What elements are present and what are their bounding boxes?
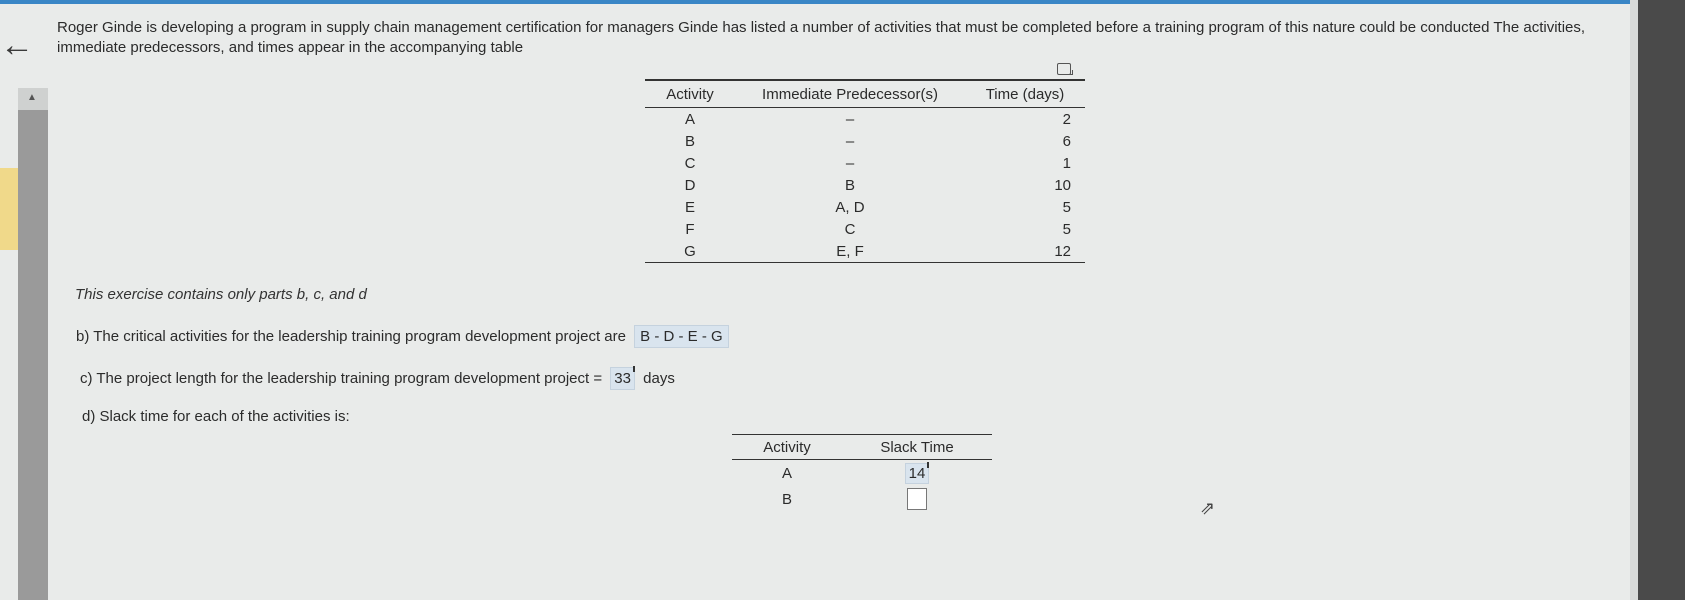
cell-pred: – [845,154,855,172]
cell-pred: B [844,176,855,194]
cell-time: 5 [1062,220,1071,238]
table-row [645,174,1085,196]
question-c-text: c) The project length for the leadership training program development project = [80,370,603,387]
col-header-slack: Slack Time [842,435,992,460]
cell-slack [842,460,992,487]
top-accent-bar [0,0,1685,4]
table-row [645,196,1085,218]
cell-activity: E [684,198,695,216]
cell-activity: G [645,240,735,263]
question-c [80,367,675,390]
exercise-note: This exercise contains only parts b, c, and d [75,286,367,303]
cell-pred: C [844,220,856,238]
activity-table [645,79,1085,263]
col-header-time: Time (days) [965,80,1085,108]
table-row [645,130,1085,152]
cell-activity: A [684,110,695,128]
slack-input-a[interactable]: 14 [905,463,930,484]
col-header-activity: Activity [732,435,842,460]
cell-time: 12 [965,240,1085,263]
right-panel [1638,0,1685,600]
cell-time: 1 [1062,154,1071,172]
left-scrollbar[interactable] [18,92,48,600]
table-row [732,486,992,512]
slack-table [732,434,992,512]
back-arrow-icon[interactable]: ← [0,26,34,64]
question-b-text: b) The critical activities for the leadership training program development project are [76,328,626,345]
question-b [76,325,729,348]
cell-pred: E, F [735,240,965,263]
cell-time: 2 [1062,110,1071,128]
scroll-up-arrow-icon: ▲ [27,92,37,103]
table-row [645,218,1085,240]
cell-activity: D [684,176,696,194]
slack-input-b[interactable] [907,488,927,510]
cell-time: 10 [1054,176,1071,194]
table-row [645,152,1085,174]
cell-time: 6 [1062,132,1071,150]
cell-activity: B [684,132,695,150]
col-header-predecessors: Immediate Predecessor(s) [735,80,965,108]
cell-pred: A, D [835,198,865,216]
days-unit: days [643,370,675,387]
problem-statement: Roger Ginde is developing a program in supply chain management certification for managers Ginde has listed a number of activities that must be completed before a training program of this nature could be conducted The activities, immediate predecessors, and times appear in the accompanying table [57,19,1586,56]
question-d-text: d) Slack time for each of the activities is: [82,408,350,425]
cell-slack [842,486,992,512]
cell-pred: – [845,132,855,150]
critical-path-answer[interactable]: B - D - E - G [634,325,729,348]
cell-activity: C [684,154,696,172]
cell-activity: B [781,490,792,508]
mouse-cursor-icon: ⇗ [1200,498,1216,518]
cell-activity: F [685,220,695,238]
table-row [645,240,1085,263]
cell-activity: A [781,464,792,482]
cell-time: 5 [1062,198,1071,216]
question-d [82,408,350,425]
table-row [732,460,992,487]
copy-icon[interactable] [1057,63,1071,75]
table-row [645,108,1085,131]
project-length-answer[interactable]: 33 [610,367,635,390]
col-header-activity: Activity [645,80,735,108]
cell-pred: – [845,110,855,128]
